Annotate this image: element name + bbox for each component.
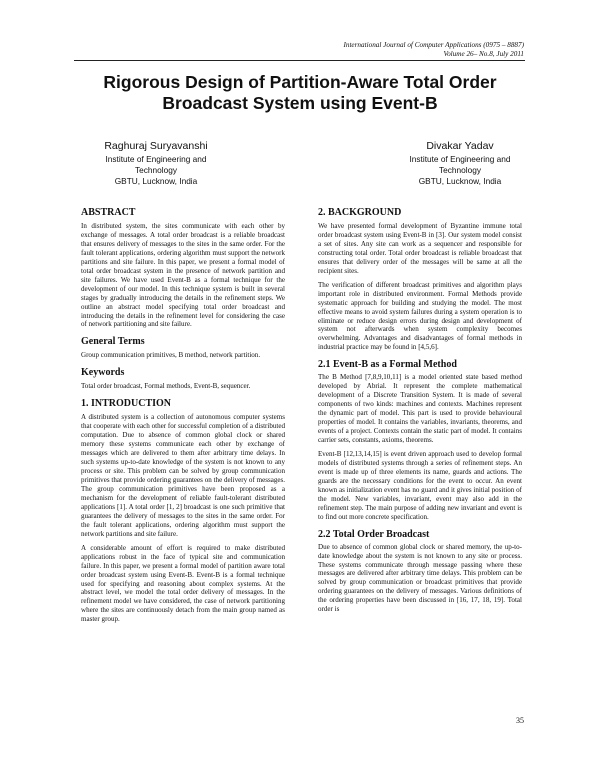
journal-header: [343, 41, 524, 59]
abstract-heading: ABSTRACT: [81, 207, 136, 218]
background-heading: 2. BACKGROUND: [318, 207, 402, 218]
background-paragraph-1: We have presented formal development of Byzantine immune total order broadcast system using Event-B in [3]. Our system model consist a set of sites. Any site can work as a sequencer and responsible for constructing total order. Total order broadcast is reliable broadcast that ensures that delivery order of the messages will be same at all the recipient sites.: [318, 222, 522, 275]
right-column: [318, 207, 522, 619]
section-2-1-paragraph-1: The B Method [7,8,9,10,11] is a model oriented state based method developed by Abrial. It represent the complete mathematical development of a Discrete Transition System. It is made of several components of two kinds: machines and contexts. Machines represent the dynamic part of model. This part is used to provide behavioural properties of model. It contains the variables, invariants, theorems, and events of a project. Contexts contain the static part of model. It contains carrier sets, constants, axioms, theorems.: [318, 373, 522, 445]
journal-name: International Journal of Computer Applications (0975 – 8887): [343, 41, 524, 49]
left-column: [81, 207, 285, 629]
introduction-heading: 1. INTRODUCTION: [81, 398, 172, 410]
keywords-heading: Keywords: [81, 367, 125, 379]
author-2-name: Divakar Yadav: [426, 140, 494, 152]
general-terms-heading: General Terms: [81, 336, 145, 348]
author-2-affiliation-1: Institute of Engineering and: [409, 154, 511, 164]
section-2-1-heading: 2.1 Event-B as a Formal Method: [318, 359, 457, 371]
section-2-1-paragraph-2: Event-B [12,13,14,15] is event driven approach used to develop formal models of distributed systems through a series of refinement steps. An event is made up of three elements its name, guards and actions. The guards are the necessary conditions for the event to occur. An event known as initialization event has no guard and it gives initial position of the model. New variables, invariant, event may also add in the refinement step. The main purpose of adding new invariant and event is to find out more concrete specification.: [318, 449, 522, 521]
author-2: [370, 139, 550, 187]
abstract-text: In distributed system, the sites communicate with each other by exchange of messages. A total order broadcast is a reliable broadcast that ensures delivery of messages to the sites in the same order. For the fault tolerant applications, ordering algorithm must support the network partitions and site failure. In this paper, we present a formal model of total order broadcast system in the presence of network partition and site failures. We have used Event-B as a formal technique for the development of our model. In this technique system is built in several stages by gradually introducing the details in the refinement steps. We outline an abstract model specifying total order broadcast and introducing the details in the refinement level for considering the case of network partitioning and site failure.: [81, 222, 285, 329]
page-number: 35: [516, 716, 524, 725]
introduction-paragraph-2: A considerable amount of effort is required to make distributed applications robust in the face of typical site and communication failure. In this paper, we present a formal model of partition aware total order broadcast system using Event-B. Event-B is a formal technique used for specifying and reasoning about complex systems. At the abstract level, we model the total order delivery of messages. In the refinement model we have considered, the case of network partitioning where the sites are continuously detach from the main group named as master group.: [81, 543, 285, 624]
keywords-text: Total order broadcast, Formal methods, Event-B, sequencer.: [81, 382, 251, 391]
title-line-1: Rigorous Design of Partition-Aware Total Order: [103, 72, 497, 92]
general-terms-text: Group communication primitives, B method, network partition.: [81, 351, 261, 360]
journal-volume: Volume 26– No.8, July 2011: [443, 50, 524, 58]
author-2-affiliation-2: Technology: [439, 165, 481, 175]
paper-title: [70, 72, 530, 114]
section-2-2-heading: 2.2 Total Order Broadcast: [318, 528, 430, 540]
introduction-paragraph-1: A distributed system is a collection of autonomous computer systems that cooperate with each other for successful completion of a distributed computation. Due to absence of common global clock or shared memory these systems communicate each other by exchange of messages which are delivered to them after arbitrary time delays. In such systems up-to-date knowledge of the system is not known to any process or site. This problem can be solved by group communication primitives that provide ordering guarantees on the delivery of messages. The group communication primitives have been proposed as a mechanism for the development of reliable fault-tolerant distributed applications [1]. A total order [1, 2] broadcast is one such primitive that guarantees the delivery of messages to the sites in the same order. For the fault tolerant applications, ordering algorithm must support the network partitions and site failure.: [81, 413, 285, 538]
author-1-affiliation-2: Technology: [135, 165, 177, 175]
author-1: [66, 139, 246, 187]
section-2-2-paragraph-1: Due to absence of common global clock or shared memory, the up-to-date knowledge about the system is not known to any site or process. These systems communicate through message passing where these messages are delivered after arbitrary time delays. This problem can be solved by group communication or broadcast primitives that provide ordering guarantees on the delivery of messages. Various definitions of the ordering properties have been discussed in [16, 17, 18, 19]. Total order is: [318, 542, 522, 614]
author-1-affiliation-3: GBTU, Lucknow, India: [114, 176, 198, 186]
header-rule: [74, 60, 525, 61]
author-1-name: Raghuraj Suryavanshi: [104, 140, 208, 152]
author-1-affiliation-1: Institute of Engineering and: [105, 154, 207, 164]
background-paragraph-2: The verification of different broadcast primitives and algorithm plays important role in distributed environment. Formal Methods provide systematic approach for building and studying the model. The most effective means to avoid system failures during a system operation is to eliminate or reduce design errors during design and development of system not afterwards when system complexity becomes overwhelming. Advantages and disadvantages of formal methods in industrial practice may be found in [4,5,6].: [318, 280, 522, 352]
title-line-2: Broadcast System using Event-B: [162, 93, 438, 113]
author-2-affiliation-3: GBTU, Lucknow, India: [418, 176, 502, 186]
